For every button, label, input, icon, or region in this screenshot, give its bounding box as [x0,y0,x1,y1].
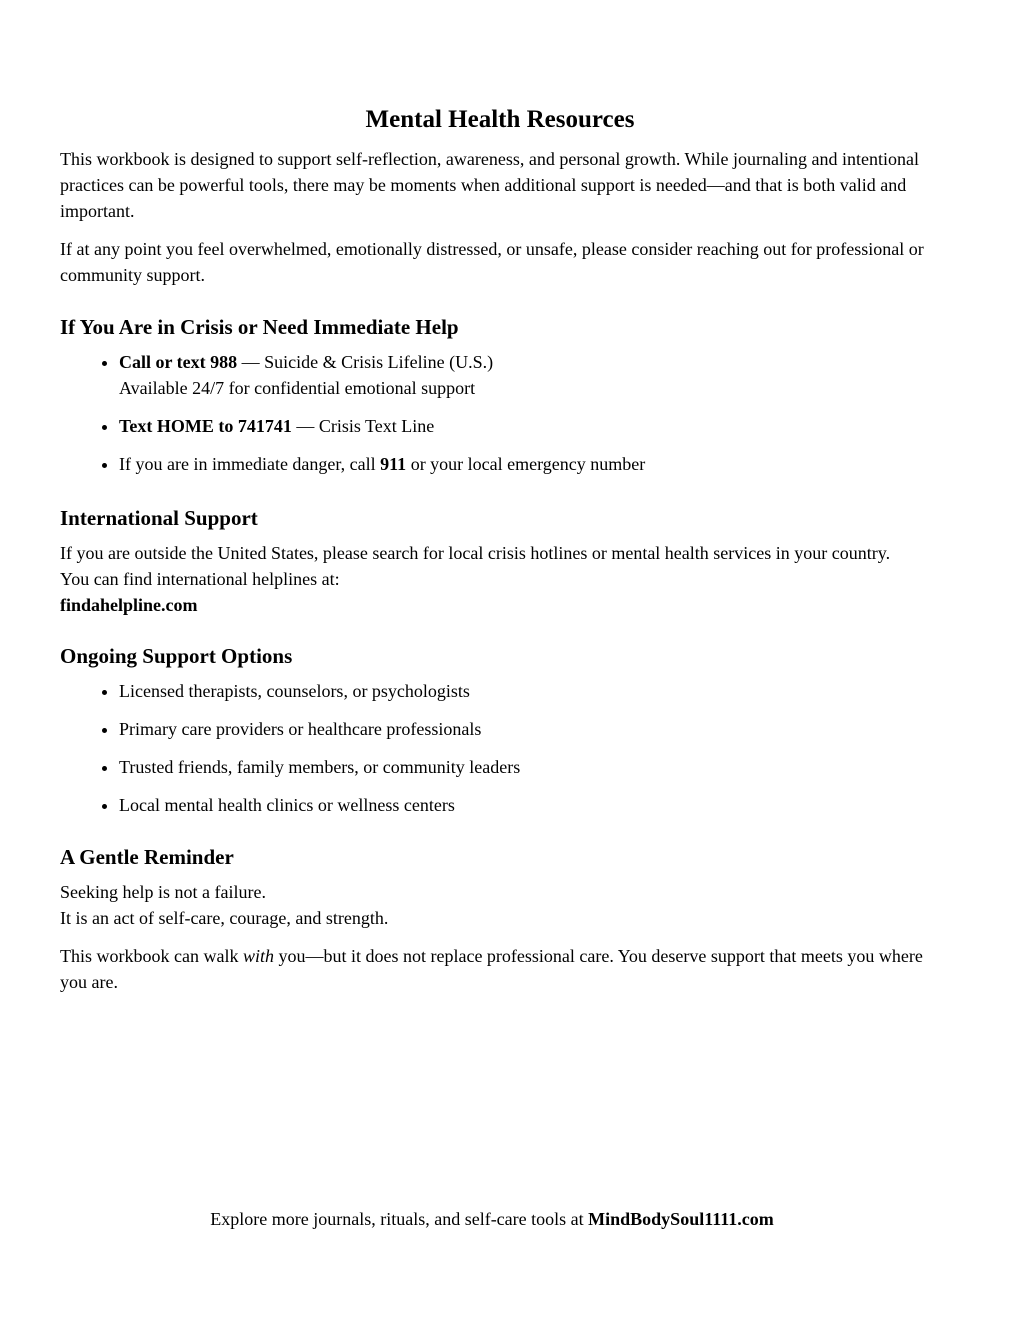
ongoing-list [60,678,940,819]
reminder-lines: Seeking help is not a failure. It is an act of self-care, courage, and strength. [60,882,389,929]
international-heading: International Support [60,505,258,530]
footer-site-link[interactable]: MindBodySoul1111.com [588,1209,774,1229]
ongoing-section [60,643,940,819]
reminder-heading: A Gentle Reminder [60,844,234,869]
international-text: If you are outside the United States, please search for local crisis hotlines or mental health services in your country. You can find international helplines at: findahelpline.com [60,543,891,616]
crisis-list [60,349,940,478]
reminder-paragraph: This workbook can walk with you—but it does not replace professional care. You deserve support that meets you where you are. [60,946,923,993]
list-item: • Trusted friends, family members, or community leaders [119,754,940,781]
list-item: • Local mental health clinics or wellness centers [119,792,940,819]
document-page [60,104,940,1007]
list-item: • Primary care providers or healthcare professionals [119,716,940,743]
international-section [60,505,940,618]
intro-paragraph-1: This workbook is designed to support self-reflection, awareness, and personal growth. While journaling and intentional practices can be powerful tools, there may be moments when additional support is needed—and that is both valid and important. [60,148,919,221]
reminder-section [60,844,940,995]
list-item: • Licensed therapists, counselors, or psychologists [119,678,940,705]
crisis-section [60,314,940,478]
crisis-heading: If You Are in Crisis or Need Immediate Help [60,314,459,339]
helpline-link[interactable]: findahelpline.com [60,595,198,616]
intro-paragraph-2: If at any point you feel overwhelmed, emotionally distressed, or unsafe, please consider reaching out for professional or community support. [60,238,924,285]
crisis-988-label: Call or text 988 [119,351,238,372]
list-item: • If you are in immediate danger, call 911 or your local emergency number [119,451,940,478]
page-title: Mental Health Resources [365,106,635,133]
page-footer: Explore more journals, rituals, and self-care tools at MindBodySoul1111.com [210,1209,774,1229]
list-item: • Text HOME to 741741 — Crisis Text Line [119,413,940,440]
crisis-988-detail: Available 24/7 for confidential emotional support [119,378,476,399]
crisis-text-label: Text HOME to 741741 [119,416,292,437]
emergency-number: 911 [380,454,407,475]
list-item: • Call or text 988 — Suicide & Crisis Lifeline (U.S.) Available 24/7 for confidential emotional support [119,349,940,402]
ongoing-heading: Ongoing Support Options [60,644,293,669]
